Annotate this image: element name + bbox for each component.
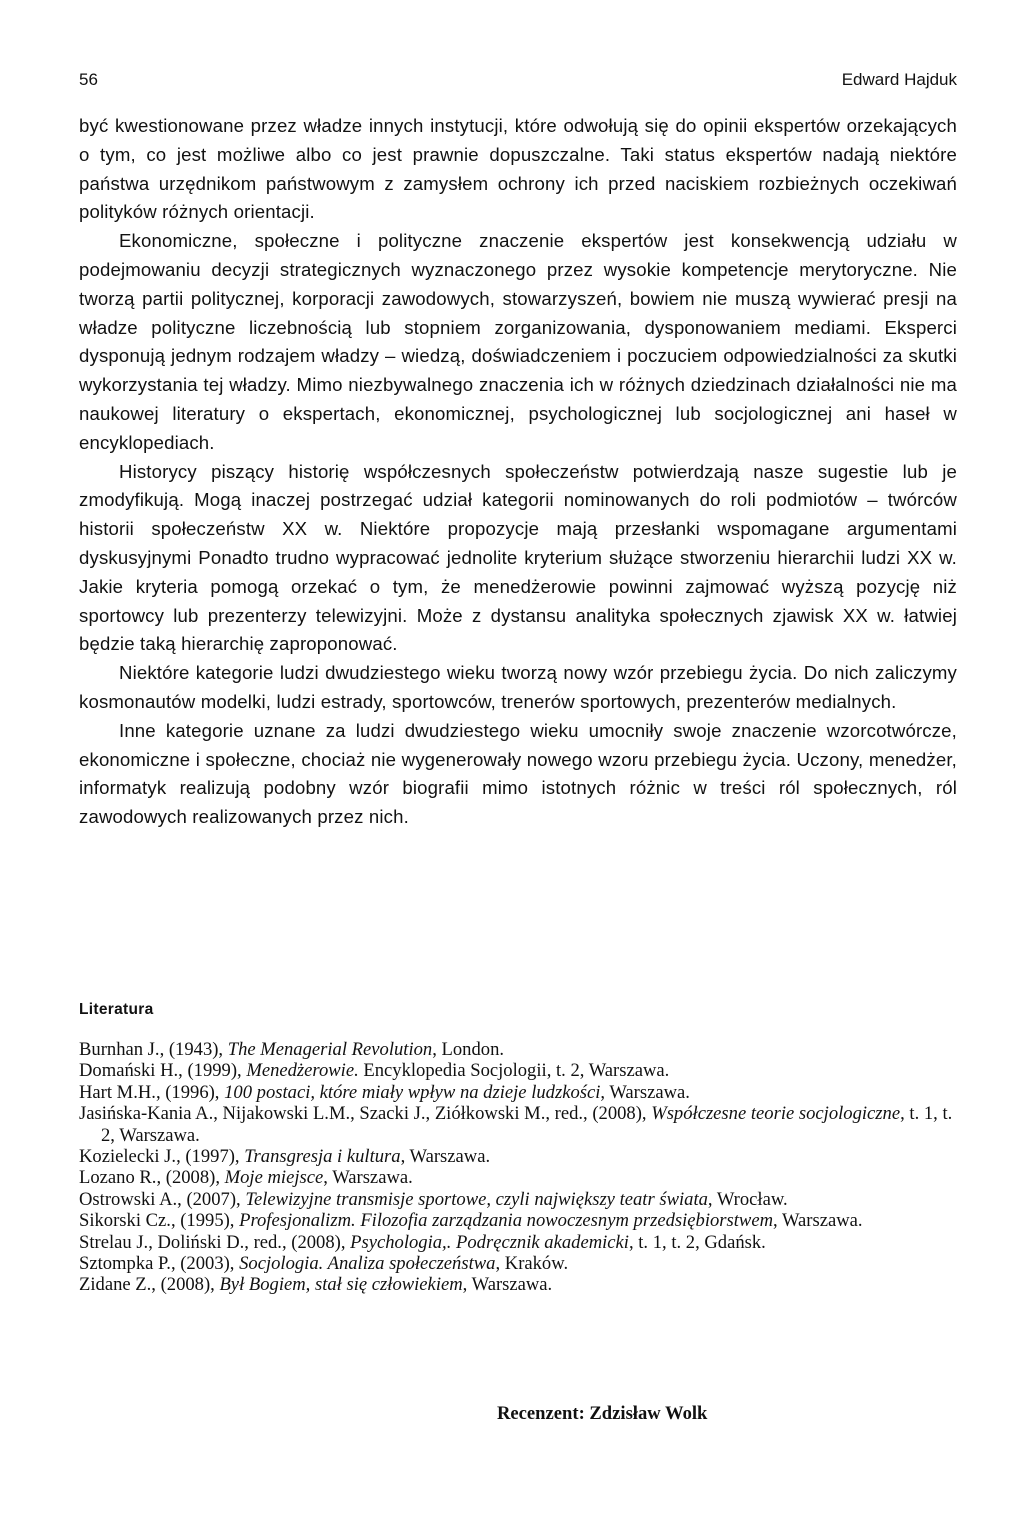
paragraph: Inne kategorie uznane za ludzi dwudziestego wieku umocniły swoje znaczenie wzorcotwórcze, ekonomiczne i społeczne, chociaż nie wygenerowały nowego wzoru przebiegu życia. Uczony, menedżer, informatyk realizują podobny wzór biografii mimo istotnych różnic w treści ról społecznych, ról zawodowych realizowanych przez nich. [79,719,957,828]
bibliography-entry: Lozano R., (2008), Moje miejsce, Warszawa. [79,1167,413,1189]
bibliography-entry: Sztompka P., (2003), Socjologia. Analiza społeczeństwa, Kraków. [79,1253,569,1275]
reviewer-line: Recenzent: Zdzisław Wolk [497,1403,708,1424]
bibliography-entry: Strelau J., Doliński D., red., (2008), Psychologia,. Podręcznik akademicki, t. 1, t. 2, Gdańsk. [79,1231,766,1253]
literature-heading: Literatura [79,1001,154,1018]
paragraph: Ekonomiczne, społeczne i polityczne znaczenie ekspertów jest konsekwencją udziału w podejmowaniu decyzji strategicznych wyznaczonego przez wysokie kompetencje merytoryczne. Nie tworzą partii politycznej, korporacji zawodowych, stowarzyszeń, bowiem nie muszą wywierać presji na władze polityczne liczebnością lub stopniem zorganizowania, dysponowaniem mediami. Eksperci dysponują jednym rodzajem władzy – wiedzą, doświadczeniem i poczuciem odpowiedzialności za skutki wykorzystania tej władzy. Mimo niezbywalnego znaczenia ich w różnych dziedzinach działalności nie ma naukowej literatury o ekspertach, ekonomicznej, psychologicznej lub socjologicznej ani haseł w encyklopediach. [79,230,957,453]
bibliography-entry: Jasińska-Kania A., Nijakowski L.M., Szacki J., Ziółkowski M., red., (2008), Współczesne teorie socjologiczne, t. 1, t. 2, Warszawa. [79,1103,953,1146]
bibliography-entry: Hart M.H., (1996), 100 postaci, które miały wpływ na dzieje ludzkości, Warszawa. [79,1081,690,1103]
bibliography-entry: Kozielecki J., (1997), Transgresja i kultura, Warszawa. [79,1146,491,1168]
bibliography-entry: Burnhan J., (1943), The Menagerial Revolution, London. [79,1039,505,1060]
page-number: 56 [79,70,98,89]
bibliography-entry: Zidane Z., (2008), Był Bogiem, stał się człowiekiem, Warszawa. [79,1274,553,1296]
running-header [79,70,957,98]
paragraph: Niektóre kategorie ludzi dwudziestego wieku tworzą nowy wzór przebiegu życia. Do nich zaliczymy kosmonautów modelki, ludzi estrady, sportowców, trenerów sportowych, prezenterów medialnych. [79,662,957,712]
bibliography-entry: Ostrowski A., (2007), Telewizyjne transmisje sportowe, czyli największy teatr świata, Wrocław. [79,1188,788,1210]
body-text [79,112,957,832]
paragraph: Historycy piszący historię współczesnych społeczeństw potwierdzają nasze sugestie lub je zmodyfikują. Mogą inaczej postrzegać udział kategorii nominowanych do roli podmiotów – twórców historii społeczeństw XX w. Niektóre propozycje mają przesłanki wspomagane argumentami dyskusyjnymi Ponadto trudno wypracować jednolite kryterium służące stworzeniu hierarchii ludzi XX w. Jakie kryteria pomogą orzekać o tym, że menedżerowie powinni zajmować wyższą pozycję niż sportowcy lub prezenterzy telewizyjni. Może z dystansu analityka społecznych zjawisk XX w. łatwiej będzie taką hierarchię zaproponować. [79,460,957,655]
bibliography-list [79,1039,957,1296]
bibliography-entry: Sikorski Cz., (1995), Profesjonalizm. Filozofia zarządzania nowoczesnym przedsiębiorstwem, Warszawa. [79,1210,863,1232]
bibliography-entry: Domański H., (1999), Menedżerowie. Encyklopedia Socjologii, t. 2, Warszawa. [79,1060,670,1082]
running-header-author: Edward Hajduk [841,70,957,89]
paragraph: być kwestionowane przez władze innych instytucji, które odwołują się do opinii ekspertów orzekających o tym, co jest możliwe albo co jest prawnie dopuszczalne. Taki status ekspertów nadają niektóre państwa urzędnikom państwowym z zamysłem ochrony ich przed naciskiem rozbieżnych oczekiwań polityków różnych orientacji. [79,115,957,223]
